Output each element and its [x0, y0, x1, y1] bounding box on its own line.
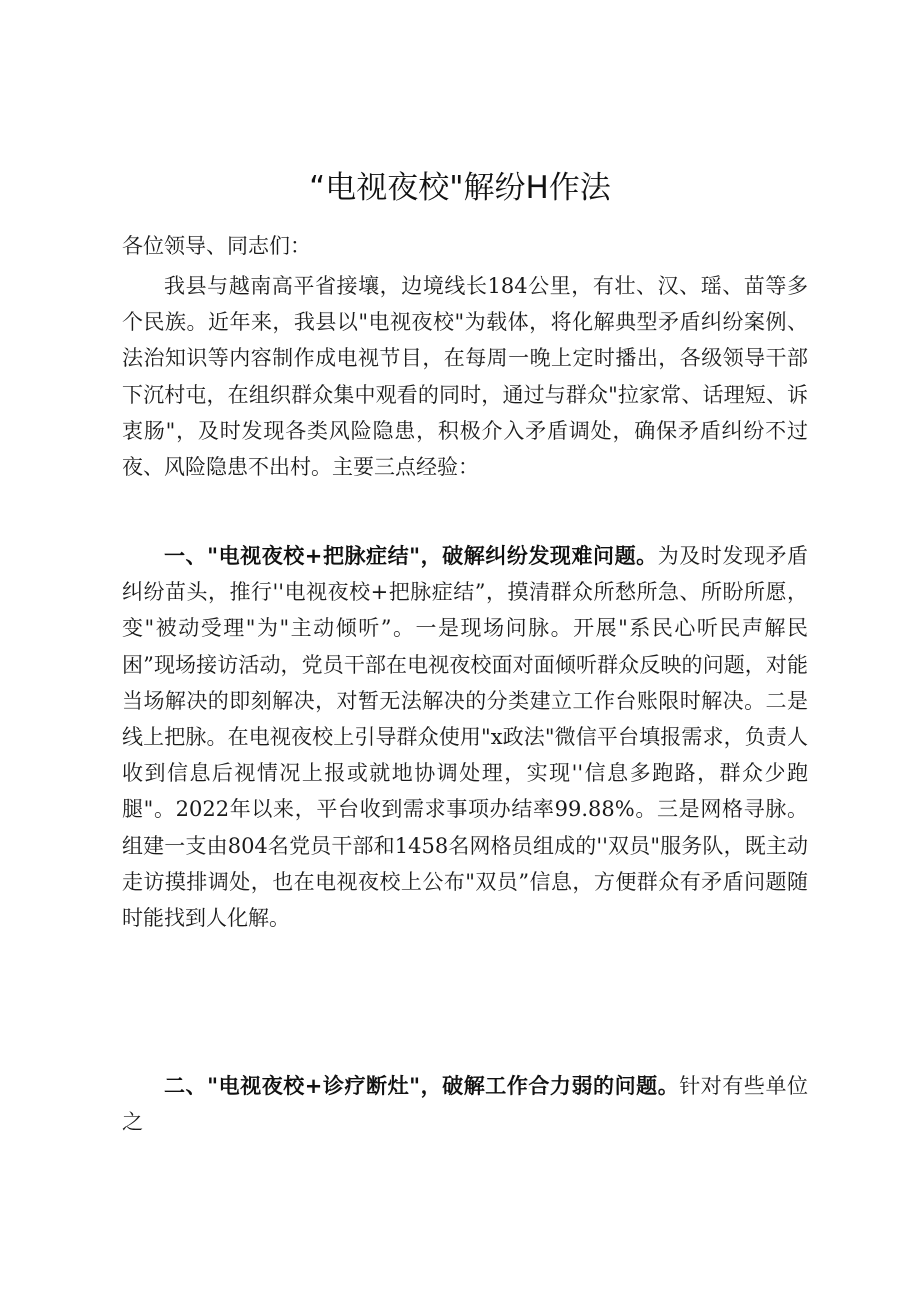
- section-1-text: 为及时发现矛盾纠纷苗头，推行''电视夜校+把脉症结”，摸清群众所愁所急、所盼所愿，变"被动受理"为"主动倾听”。一是现场问脉。开展"系民心听民声解民困”现场接访活动，党员干部在电视夜校面对面倾听群众反映的问题，对能当场解决的即刻解决，对暂无法解决的分类建立工作台账限时解决。二是线上把脉。在电视夜校上引导群众使用"x政法"微信平台填报需求，负责人收到信息后视情况上报或就地协调处理，实现''信息多跑路，群众少跑腿"。2022年以来，平台收到需求事项办结率99.88%。三是网格寻脉。组建一支由804名党员干部和1458名网格员组成的''双员"服务队，既主动走访摸排调处，也在电视夜校上公布"双员”信息，方便群众有矛盾问题随时能找到人化解。: [122, 544, 809, 931]
- section-2-heading: 二、"电视夜校+诊疗断灶"，破解工作合力弱的问题。: [164, 1074, 680, 1098]
- paragraph-section-1: [122, 538, 808, 936]
- section-1-heading: 一、"电视夜校+把脉症结"，破解纠纷发现难问题。: [164, 544, 658, 568]
- paragraph-intro: [122, 268, 808, 485]
- section-2-text: 针对有些单位之: [122, 1074, 809, 1135]
- paragraph-intro-text: 我县与越南高平省接壤，边境线长184公里，有壮、汉、瑶、苗等多个民族。近年来，我县以"电视夜校"为载体，将化解典型矛盾纠纷案例、法治知识等内容制作成电视节目，在每周一晚上定时播出，各级领导干部下沉村屯，在组织群众集中观看的同时，通过与群众"拉家常、话理短、诉衷肠"，及时发现各类风险隐患，积极介入矛盾调处，确保矛盾纠纷不过夜、风险隐患不出村。主要三点经验：: [122, 274, 808, 480]
- paragraph-section-2: [122, 1068, 808, 1140]
- salutation: 各位领导、同志们：: [122, 234, 311, 258]
- document-title: “电视夜校"解纷H作法: [309, 170, 611, 206]
